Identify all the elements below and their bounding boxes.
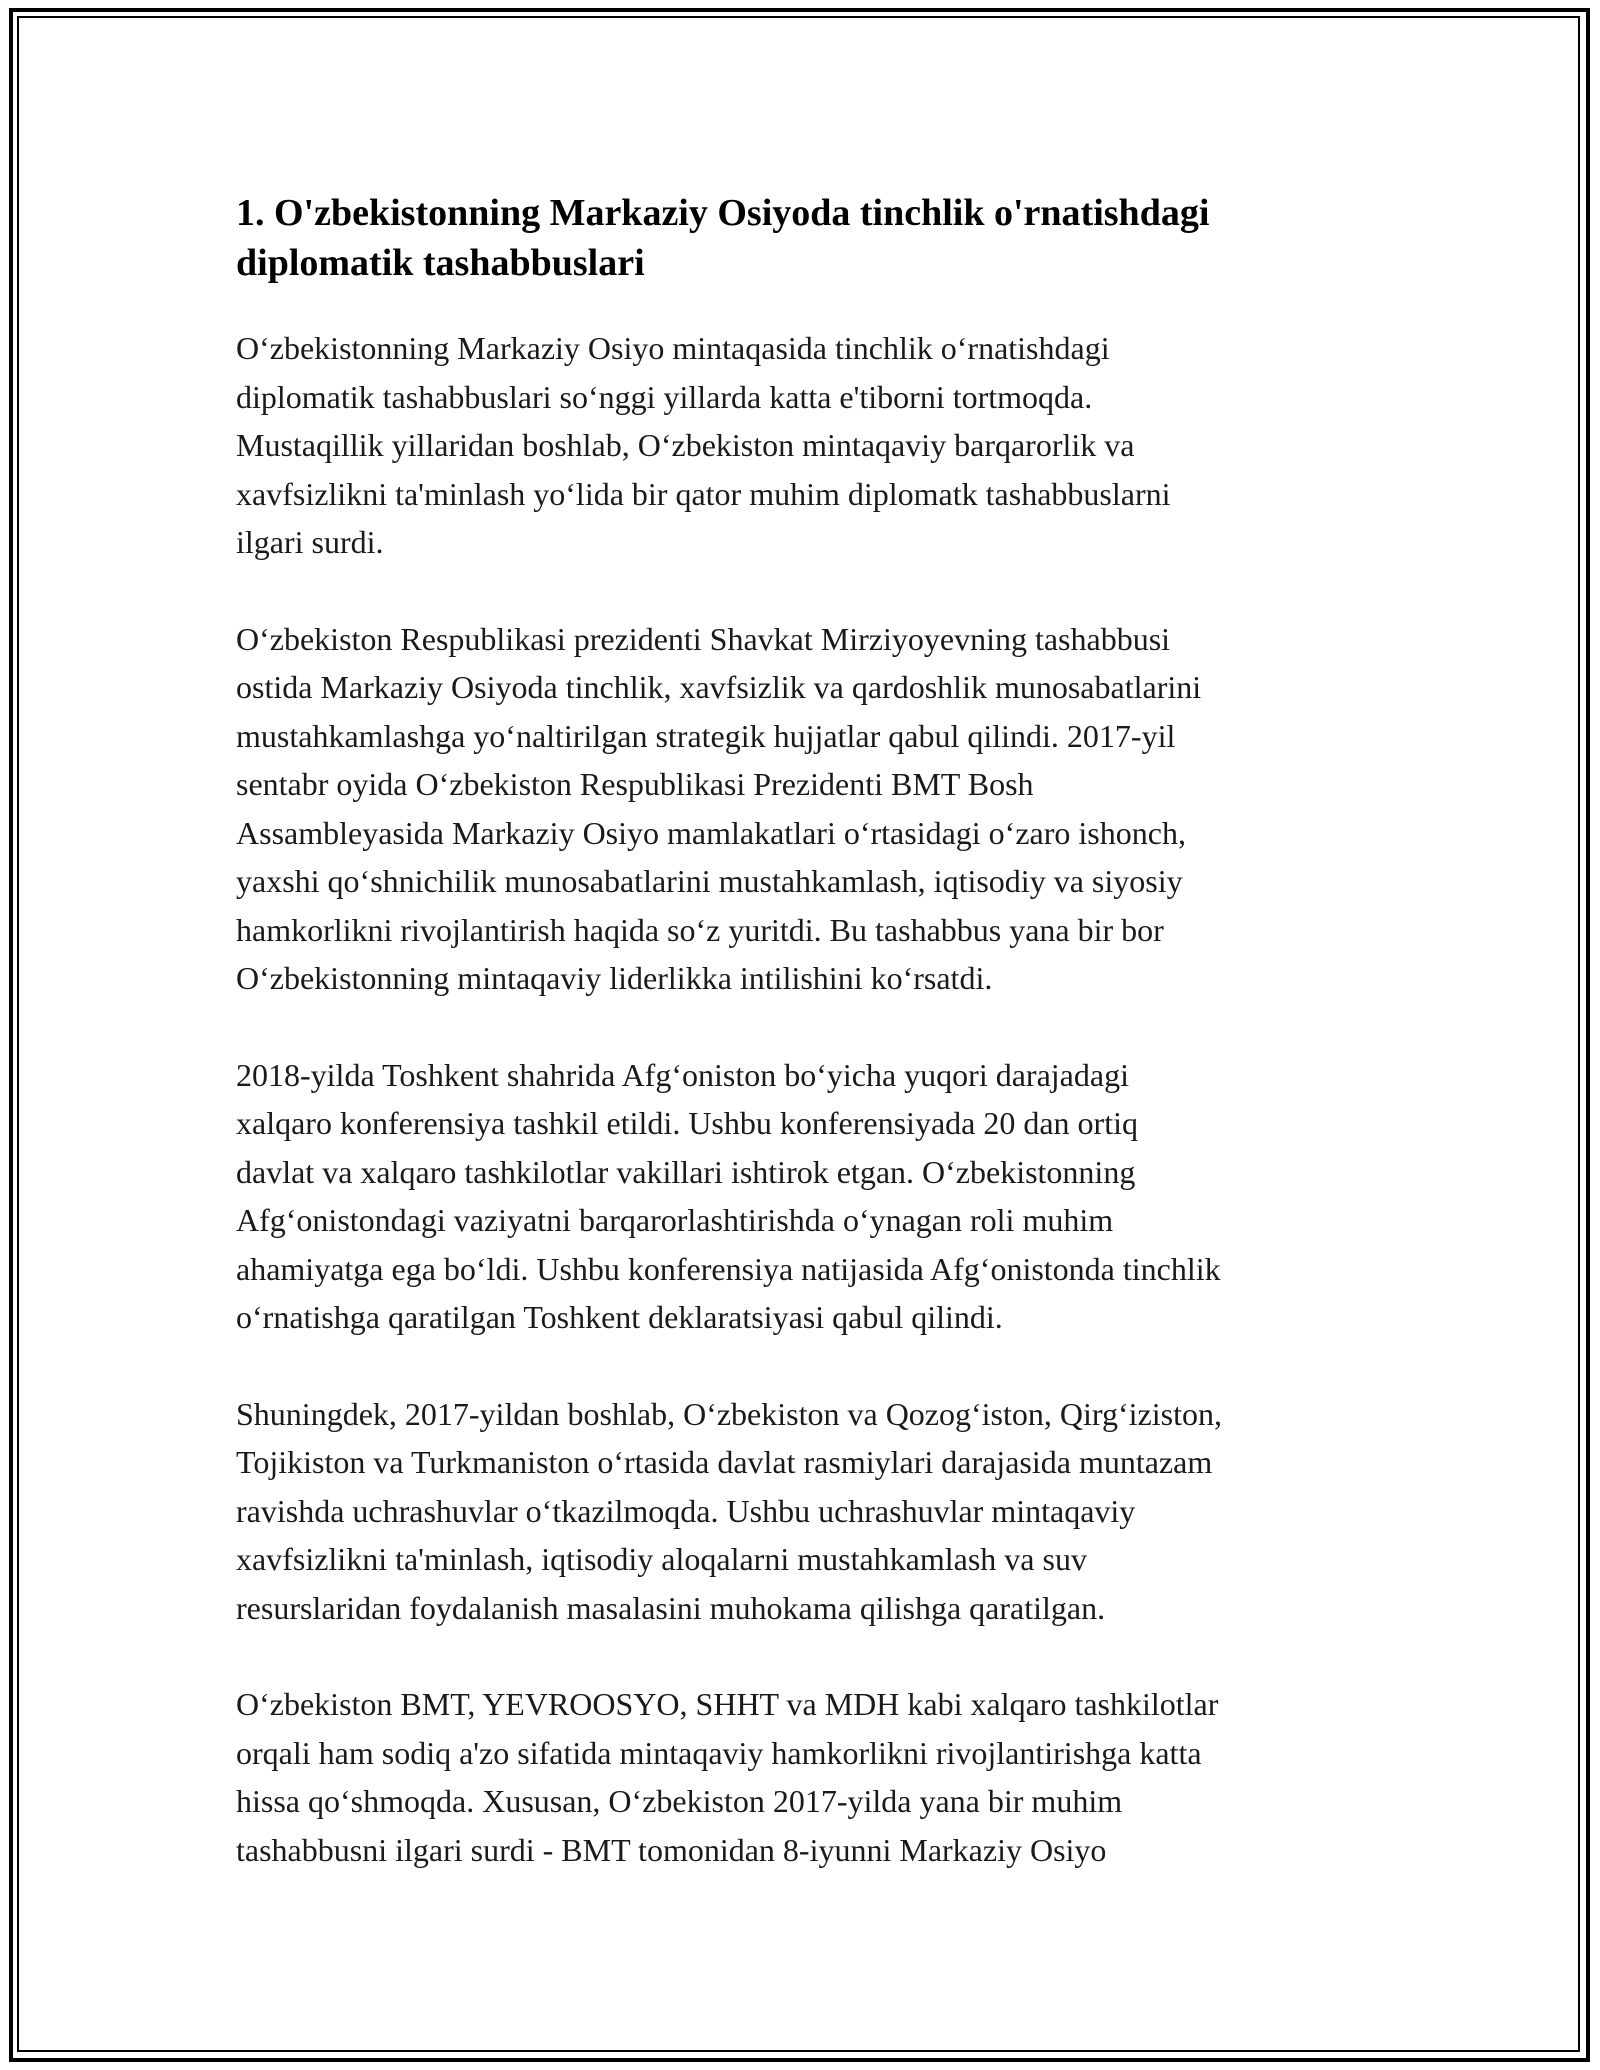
- paragraph-4: [236, 1390, 1371, 1633]
- title-line: 1. O'zbekistonning Markaziy Osiyoda tinchlik o'rnatishdagi: [236, 192, 1210, 234]
- text-line: sentabr oyida O‘zbekiston Respublikasi Prezidenti BMT Bosh: [236, 766, 1034, 802]
- title-line: diplomatik tashabbuslari: [236, 242, 645, 284]
- text-line: diplomatik tashabbuslari so‘nggi yillarda katta e'tiborni tortmoqda.: [236, 378, 1093, 415]
- text-line: orqali ham sodiq a'zo sifatida mintaqaviy hamkorlikni rivojlantirishga katta: [236, 1734, 1202, 1771]
- text-line: hamkorlikni rivojlantirish haqida so‘z yuritdi. Bu tashabbus yana bir bor: [236, 911, 1164, 948]
- paragraph-5: [236, 1680, 1371, 1874]
- text-line: ostida Markaziy Osiyoda tinchlik, xavfsizlik va qardoshlik munosabatlarini: [236, 669, 1202, 705]
- text-line: xavfsizlikni ta'minlash, iqtisodiy aloqalarni mustahkamlash va suv: [236, 1541, 1087, 1577]
- document-body: [236, 188, 1371, 1922]
- document-title: [236, 188, 1371, 288]
- text-line: resurslaridan foydalanish masalasini muhokama qilishga qaratilgan.: [236, 1589, 1106, 1626]
- text-line: hissa qo‘shmoqda. Xususan, O‘zbekiston 2017-yilda yana bir muhim: [236, 1783, 1123, 1819]
- text-line: mustahkamlashga yo‘naltirilgan strategik hujjatlar qabul qilindi. 2017-yil: [236, 717, 1176, 754]
- paragraph-1: [236, 324, 1371, 567]
- text-line: Mustaqillik yillaridan boshlab, O‘zbekiston mintaqaviy barqarorlik va: [236, 427, 1135, 463]
- text-line: tashabbusni ilgari surdi - BMT tomonidan 8-iyunni Markaziy Osiyo: [236, 1831, 1107, 1868]
- text-line: xalqaro konferensiya tashkil etildi. Ushbu konferensiyada 20 dan ortiq: [236, 1105, 1138, 1141]
- text-line: xavfsizlikni ta'minlash yo‘lida bir qator muhim diplomatk tashabbuslarni: [236, 475, 1171, 512]
- text-line: 2018-yilda Toshkent shahrida Afg‘oniston bo‘yicha yuqori darajadagi: [236, 1056, 1129, 1093]
- paragraph-3: [236, 1051, 1371, 1342]
- paragraph-2: [236, 615, 1371, 1003]
- text-line: ilgari surdi.: [236, 524, 384, 560]
- text-line: Assambleyasida Markaziy Osiyo mamlakatlari o‘rtasidagi o‘zaro ishonch,: [236, 814, 1186, 851]
- text-line: O‘zbekiston Respublikasi prezidenti Shavkat Mirziyoyevning tashabbusi: [236, 620, 1171, 657]
- text-line: yaxshi qo‘shnichilik munosabatlarini mustahkamlash, iqtisodiy va siyosiy: [236, 863, 1183, 899]
- text-line: O‘zbekistonning Markaziy Osiyo mintaqasida tinchlik o‘rnatishdagi: [236, 330, 1110, 366]
- text-line: Tojikiston va Turkmaniston o‘rtasida davlat rasmiylari darajasida muntazam: [236, 1444, 1213, 1480]
- text-line: Afg‘onistondagi vaziyatni barqarorlashtirishda o‘ynagan roli muhim: [236, 1202, 1114, 1238]
- text-line: Shuningdek, 2017-yildan boshlab, O‘zbekiston va Qozog‘iston, Qirg‘iziston,: [236, 1395, 1222, 1432]
- text-line: davlat va xalqaro tashkilotlar vakillari ishtirok etgan. O‘zbekistonning: [236, 1153, 1136, 1190]
- text-line: ravishda uchrashuvlar o‘tkazilmoqda. Ushbu uchrashuvlar mintaqaviy: [236, 1492, 1136, 1529]
- text-line: ahamiyatga ega bo‘ldi. Ushbu konferensiya natijasida Afg‘onistonda tinchlik: [236, 1250, 1221, 1287]
- text-line: O‘zbekiston BMT, YEVROOSYO, SHHT va MDH kabi xalqaro tashkilotlar: [236, 1686, 1219, 1722]
- text-line: O‘zbekistonning mintaqaviy liderlikka intilishini ko‘rsatdi.: [236, 960, 993, 996]
- text-line: o‘rnatishga qaratilgan Toshkent deklaratsiyasi qabul qilindi.: [236, 1299, 1003, 1335]
